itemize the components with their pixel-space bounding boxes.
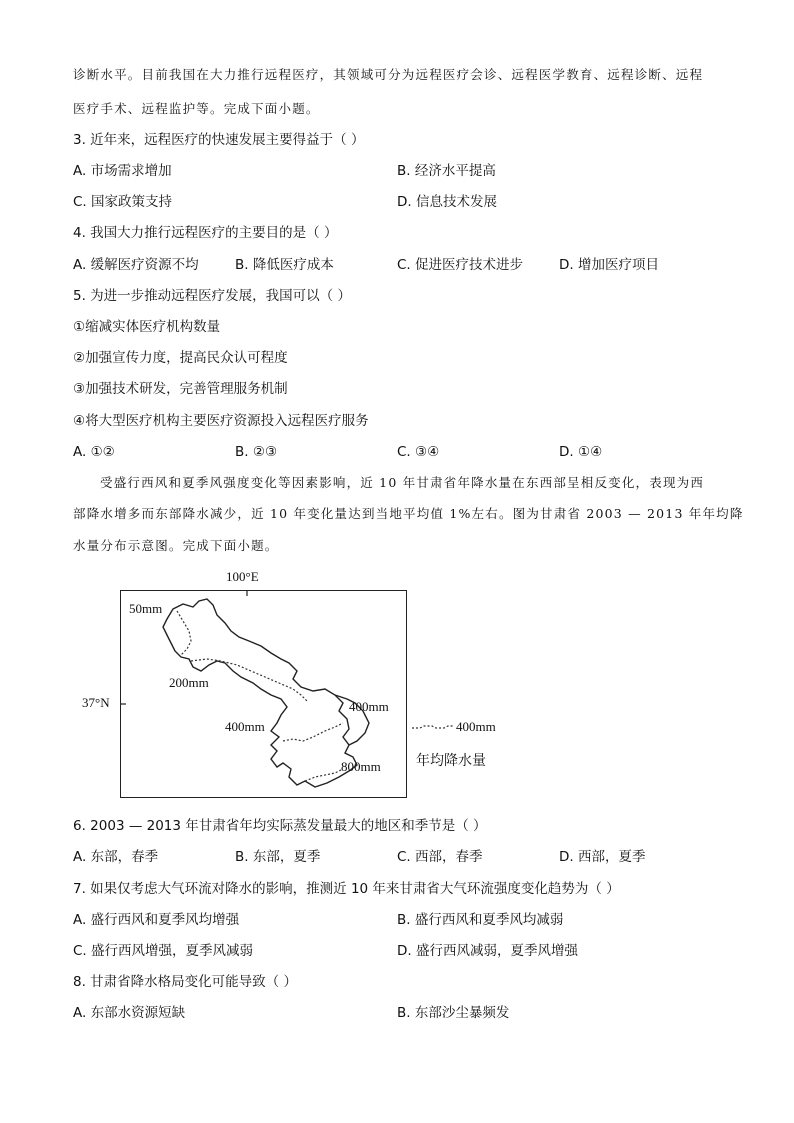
isoline-400mm bbox=[283, 723, 343, 741]
q6-option-b: B. 东部，夏季 bbox=[235, 849, 321, 865]
question-7-stem: 7. 如果仅考虑大气环流对降水的影响，推测近 10 年来甘肃省大气环流强度变化趋势为（ ） bbox=[73, 881, 620, 897]
q8-option-b: B. 东部沙尘暴频发 bbox=[397, 1005, 510, 1021]
isoline-50mm bbox=[177, 611, 191, 655]
q3-option-c: C. 国家政策支持 bbox=[73, 194, 173, 210]
q3-option-a: A. 市场需求增加 bbox=[73, 163, 172, 179]
province-outline bbox=[163, 599, 357, 787]
question-4-stem: 4. 我国大力推行远程医疗的主要目的是（ ） bbox=[73, 225, 338, 241]
q5-statement-3: ③加强技术研发，完善管理服务机制 bbox=[73, 381, 288, 397]
isoline-label-400mm: 400mm bbox=[349, 699, 389, 714]
q4-option-a: A. 缓解医疗资源不均 bbox=[73, 257, 199, 273]
latitude-label: 37°N bbox=[82, 695, 110, 710]
q8-option-a: A. 东部水资源短缺 bbox=[73, 1005, 186, 1021]
longitude-label: 100°E bbox=[226, 569, 259, 584]
q7-option-d: D. 盛行西风减弱，夏季风增强 bbox=[397, 943, 578, 959]
q7-option-b: B. 盛行西风和夏季风均减弱 bbox=[397, 912, 564, 928]
q4-option-d: D. 增加医疗项目 bbox=[559, 257, 659, 273]
passage-line: 受盛行西风和夏季风强度变化等因素影响，近 10 年甘肃省年降水量在东西部呈相反变化，表现为西 bbox=[100, 475, 705, 490]
q6-option-d: D. 西部，夏季 bbox=[559, 849, 646, 865]
q6-option-c: C. 西部，春季 bbox=[397, 849, 483, 865]
legend-value: 400mm bbox=[456, 719, 496, 734]
legend-isoline-symbol bbox=[410, 717, 456, 739]
q5-option-a: A. ①② bbox=[73, 444, 115, 460]
q5-option-b: B. ②③ bbox=[235, 444, 278, 460]
q5-option-c: C. ③④ bbox=[397, 444, 440, 460]
passage-line: 医疗手术、远程监护等。完成下面小题。 bbox=[73, 101, 320, 116]
precipitation-map bbox=[120, 590, 407, 798]
q5-statement-2: ②加强宣传力度，提高民众认可程度 bbox=[73, 350, 288, 366]
isoline-label-200mm: 200mm bbox=[169, 675, 209, 690]
question-6-stem: 6. 2003 — 2013 年甘肃省年均实际蒸发量最大的地区和季节是（ ） bbox=[73, 818, 487, 834]
q5-statement-1: ①缩减实体医疗机构数量 bbox=[73, 319, 221, 335]
passage-line: 诊断水平。目前我国在大力推行远程医疗，其领域可分为远程医疗会诊、远程医学教育、远程诊断、远程 bbox=[73, 67, 704, 82]
question-3-stem: 3. 近年来，远程医疗的快速发展主要得益于（ ） bbox=[73, 132, 365, 148]
isoline-800mm bbox=[305, 769, 343, 781]
q7-option-a: A. 盛行西风和夏季风均增强 bbox=[73, 912, 240, 928]
q3-option-b: B. 经济水平提高 bbox=[397, 163, 496, 179]
isoline-label-50mm: 50mm bbox=[129, 601, 163, 616]
q3-option-d: D. 信息技术发展 bbox=[397, 194, 497, 210]
q4-option-c: C. 促进医疗技术进步 bbox=[397, 257, 524, 273]
q7-option-c: C. 盛行西风增强，夏季风减弱 bbox=[73, 943, 254, 959]
q6-option-a: A. 东部，春季 bbox=[73, 849, 159, 865]
passage-line: 部降水增多而东部降水减少，近 10 年变化量达到当地平均值 1%左右。图为甘肃省 2003 — 2013 年年均降 bbox=[73, 506, 744, 521]
q4-option-b: B. 降低医疗成本 bbox=[235, 257, 334, 273]
legend-title: 年均降水量 bbox=[416, 753, 486, 769]
isoline-label-400mm-west: 400mm bbox=[225, 719, 265, 734]
question-8-stem: 8. 甘肃省降水格局变化可能导致（ ） bbox=[73, 974, 297, 990]
q5-option-d: D. ①④ bbox=[559, 444, 603, 460]
question-5-stem: 5. 为进一步推动远程医疗发展，我国可以（ ） bbox=[73, 288, 351, 304]
passage-line: 水量分布示意图。完成下面小题。 bbox=[73, 538, 279, 553]
q5-statement-4: ④将大型医疗机构主要医疗资源投入远程医疗服务 bbox=[73, 413, 369, 429]
isoline-label-800mm: 800mm bbox=[341, 759, 381, 774]
